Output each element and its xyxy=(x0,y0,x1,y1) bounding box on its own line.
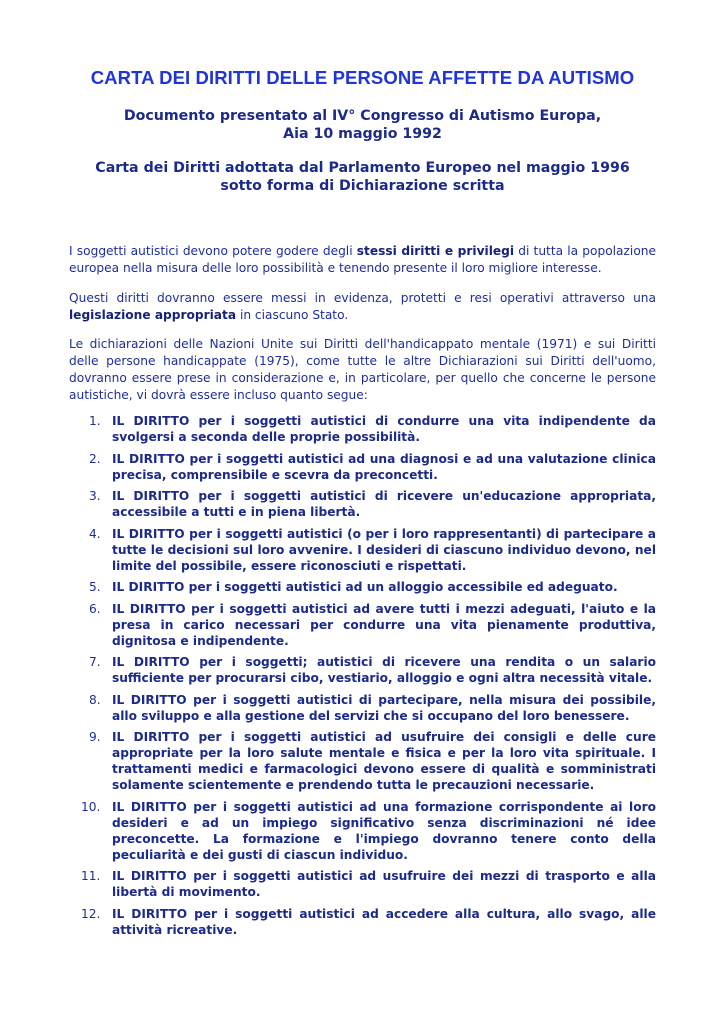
declarations-paragraph: Le dichiarazioni delle Nazioni Unite sui Diritti dell'handicappato mentale (1971) e sui Diritti delle persone handicappate (1975), come tutte le altre Dichiarazioni sui Diritti dell'uomo, dovranno essere prese in considerazione e, in particolare, per quello che concerne le persone autistiche, vi dovrà essere incluso quanto segue: xyxy=(69,337,656,402)
right-number: 11. xyxy=(81,869,101,883)
legislation-paragraph xyxy=(69,290,656,324)
rights-list xyxy=(69,413,656,943)
right-item xyxy=(69,654,656,686)
right-number: 9. xyxy=(89,730,101,744)
right-text: IL DIRITTO per i soggetti autistici ad una diagnosi e ad una valutazione clinica precisa, comprensibile e scevra da preconcetti. xyxy=(112,451,656,482)
right-item xyxy=(69,601,656,649)
right-number: 6. xyxy=(89,601,101,616)
right-text: IL DIRITTO per i soggetti autistici ad un alloggio accessibile ed adeguato. xyxy=(112,580,618,594)
parliament-subtitle xyxy=(0,159,725,195)
right-number: 2. xyxy=(89,451,101,466)
intro-text: I soggetti autistici devono potere godere degli xyxy=(69,244,357,258)
congress-subtitle-line: Aia 10 maggio 1992 xyxy=(283,126,442,142)
right-item xyxy=(69,799,656,863)
right-text: IL DIRITTO per i soggetti autistici di condurre una vita indipendente da svolgersi a seconda delle proprie possibilità. xyxy=(112,414,656,444)
right-text: IL DIRITTO per i soggetti autistici ad avere tutti i mezzi adeguati, l'aiuto e la presa in carico necessari per condurre una vita pienamente produttiva, dignitosa e indipendente. xyxy=(112,601,656,648)
congress-subtitle-line: Documento presentato al IV° Congresso di Autismo Europa, xyxy=(123,108,602,124)
right-item xyxy=(69,526,656,574)
parliament-subtitle-line: Carta dei Diritti adottata dal Parlamento Europeo nel maggio 1996 xyxy=(95,160,630,176)
congress-subtitle xyxy=(0,107,725,143)
right-item xyxy=(69,729,656,793)
right-text: IL DIRITTO per i soggetti autistici di partecipare, nella misura dei possibile, allo sviluppo e alla gestione del servizi che si occupano del loro benessere. xyxy=(112,692,656,723)
parliament-subtitle-line: sotto forma di Dichiarazione scritta xyxy=(220,178,505,194)
legislation-text: Questi diritti dovranno essere messi in evidenza, protetti e resi operativi attraverso una xyxy=(69,291,656,305)
document-title: CARTA DEI DIRITTI DELLE PERSONE AFFETTE DA AUTISMO xyxy=(90,67,635,88)
right-text: IL DIRITTO per i soggetti autistici ad usufruire dei consigli e delle cure appropriate per la loro salute mentale e fisica e per la loro vita spirituale. I trattamenti medici e farmacologici devono essere di qualità e somministrati solamente scientemente e prendendo tutta le precauzioni necessarie. xyxy=(112,730,656,792)
right-number: 3. xyxy=(89,489,101,503)
right-number: 7. xyxy=(89,655,101,669)
right-item xyxy=(69,413,656,445)
right-text: IL DIRITTO per i soggetti autistici ad accedere alla cultura, allo svago, alle attività ricreative. xyxy=(112,906,656,937)
right-number: 12. xyxy=(81,906,101,921)
right-number: 4. xyxy=(89,526,101,541)
right-text: IL DIRITTO per i soggetti autistici ad usufruire dei mezzi di trasporto e alla libertà di movimento. xyxy=(112,869,656,899)
right-item xyxy=(69,692,656,724)
right-number: 10. xyxy=(81,799,101,814)
right-number: 5. xyxy=(89,580,101,594)
right-item xyxy=(69,488,656,520)
right-text: IL DIRITTO per i soggetti autistici ad una formazione corrispondente ai loro desideri e ad un impiego significativo senza discriminazioni né idee preconcette. La formazione e l'impiego dovranno tenere conto della peculiarità e dei gusti di ciascun individuo. xyxy=(112,799,656,862)
right-text: IL DIRITTO per i soggetti autistici di ricevere un'educazione appropriata, accessibile a tutti e in piena libertà. xyxy=(112,489,656,519)
right-item xyxy=(69,579,656,595)
intro-paragraph xyxy=(69,243,656,277)
right-item xyxy=(69,906,656,938)
right-number: 1. xyxy=(89,414,101,428)
right-text: IL DIRITTO per i soggetti autistici (o per i loro rappresentanti) di partecipare a tutte le decisioni sul loro avvenire. I desideri di ciascuno individuo devono, nel limite del possibile, essere riconosciuti e rispettati. xyxy=(112,526,656,573)
right-item xyxy=(69,868,656,900)
legislation-text: in ciascuno Stato. xyxy=(236,308,349,322)
intro-emphasis: stessi diritti e privilegi xyxy=(356,244,515,258)
right-number: 8. xyxy=(89,692,101,707)
intro-text: di tutta la popolazione europea nella misura delle loro possibilità e tenendo presente il loro migliore interesse. xyxy=(69,244,656,275)
right-text: IL DIRITTO per i soggetti; autistici di ricevere una rendita o un salario sufficiente per procurarsi cibo, vestiario, alloggio e ogni altra necessità vitale. xyxy=(112,655,656,685)
legislation-emphasis: legislazione appropriata xyxy=(69,308,237,322)
right-item xyxy=(69,451,656,483)
